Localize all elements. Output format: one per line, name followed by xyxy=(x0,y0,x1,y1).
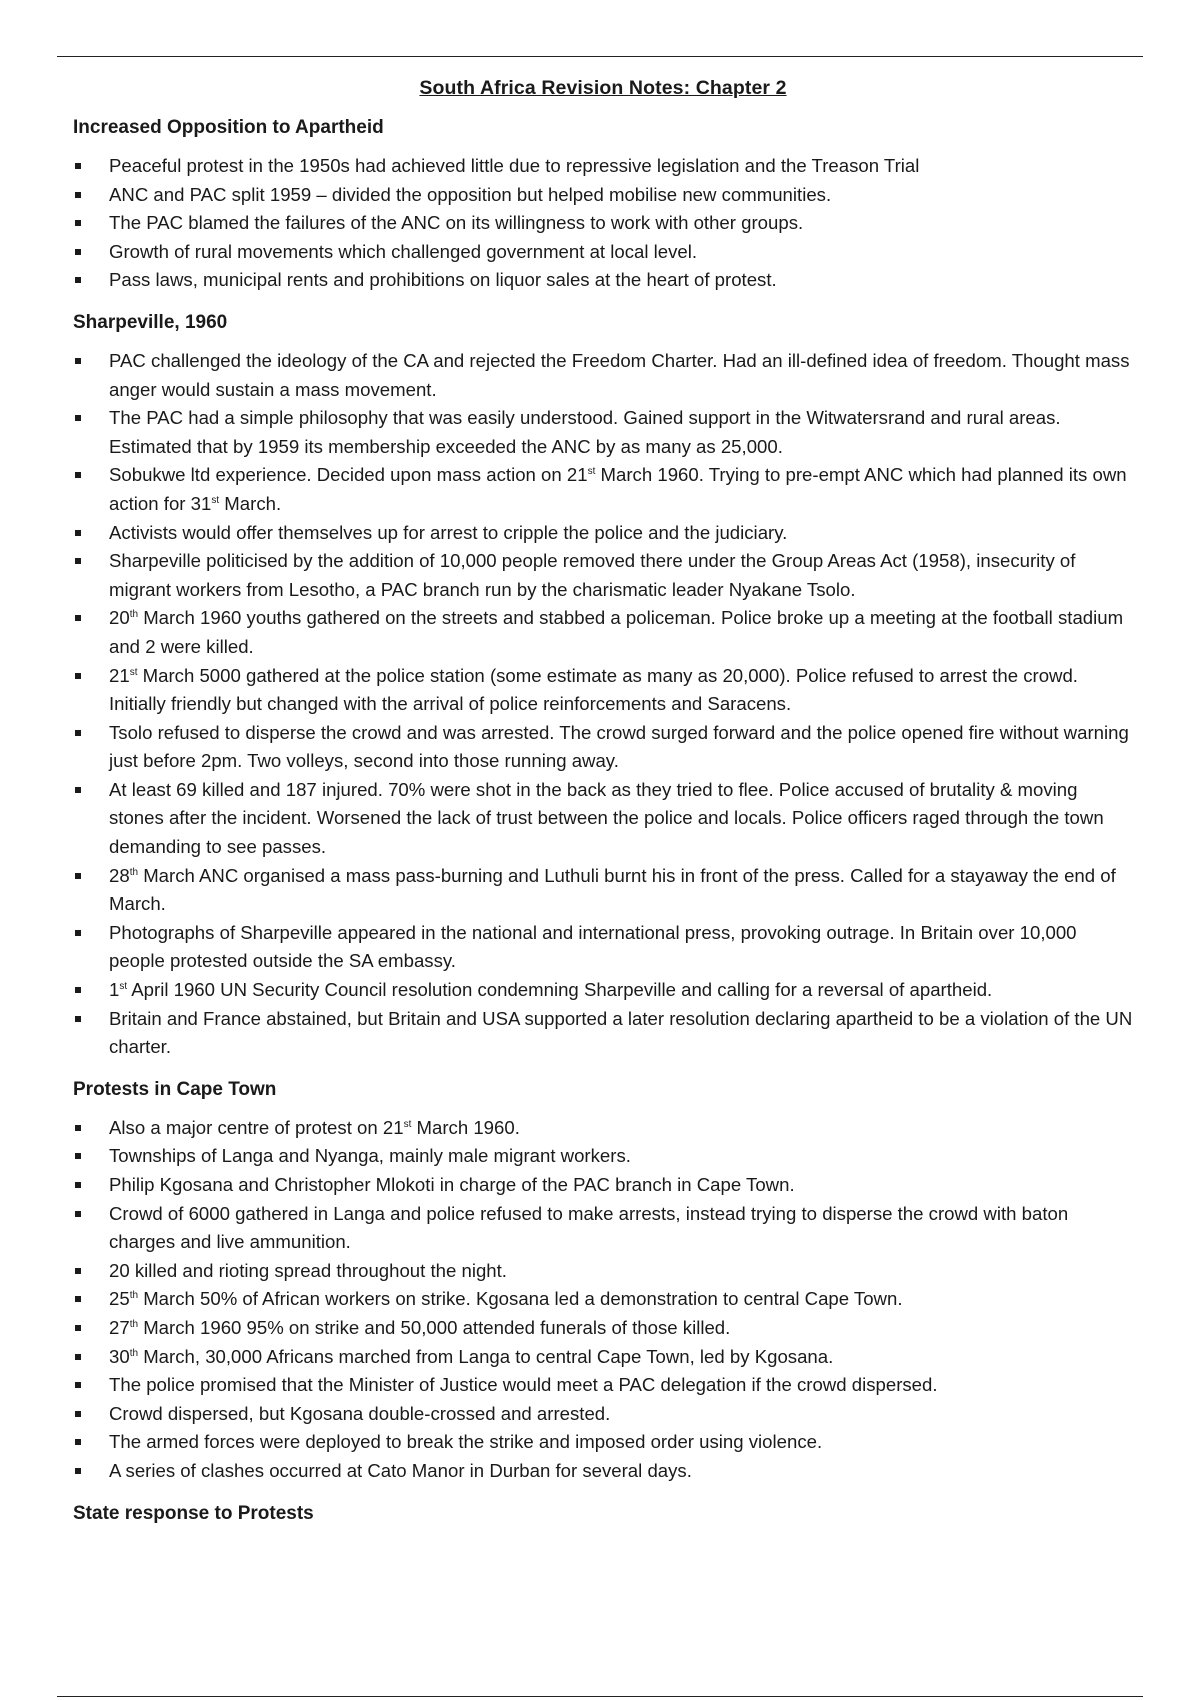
list-item: ANC and PAC split 1959 – divided the opposition but helped mobilise new communities. xyxy=(73,181,1133,210)
list-item: Pass laws, municipal rents and prohibitions on liquor sales at the heart of protest. xyxy=(73,266,1133,295)
list-item: Sharpeville politicised by the addition of 10,000 people removed there under the Group Areas Act (1958), insecurity of migrant workers from Lesotho, a PAC branch run by the charismatic leader Nyakane Tsolo. xyxy=(73,547,1133,604)
page-top-rule xyxy=(57,56,1143,57)
ordinal-suffix: th xyxy=(129,1347,139,1359)
ordinal-suffix: th xyxy=(129,609,139,621)
document-title: South Africa Revision Notes: Chapter 2 xyxy=(419,77,787,99)
list-item-text: March 1960. Trying to pre-empt ANC which had planned its own action for 31 xyxy=(109,464,1127,514)
list-item xyxy=(73,976,1133,1005)
list-item xyxy=(73,662,1133,719)
list-item-text: March 50% of African workers on strike. Kgosana led a demonstration to central Cape Town. xyxy=(138,1288,903,1310)
ordinal-suffix: st xyxy=(129,666,138,678)
ordinal-suffix: st xyxy=(119,981,128,993)
list-item: The PAC blamed the failures of the ANC on its willingness to work with other groups. xyxy=(73,209,1133,238)
list-item: The armed forces were deployed to break the strike and imposed order using violence. xyxy=(73,1428,1133,1457)
list-item-text: March 5000 gathered at the police station (some estimate as many as 20,000). Police refused to arrest the crowd. Initially friendly but changed with the arrival of police reinforcements and Saracens. xyxy=(109,664,1078,715)
list-item-text: Also a major centre of protest on 21 xyxy=(109,1116,404,1138)
list-item-text: April 1960 UN Security Council resolution condemning Sharpeville and calling for a reversal of apartheid. xyxy=(127,979,993,1001)
ordinal-suffix: st xyxy=(211,494,220,506)
list-item-text: 25 xyxy=(109,1288,130,1310)
list-item: A series of clashes occurred at Cato Manor in Durban for several days. xyxy=(73,1457,1133,1486)
list-item: 20 killed and rioting spread throughout the night. xyxy=(73,1257,1133,1286)
ordinal-suffix: st xyxy=(403,1118,412,1130)
list-item xyxy=(73,461,1133,518)
list-item-text: March 1960 95% on strike and 50,000 attended funerals of those killed. xyxy=(138,1316,731,1338)
list-item-text: 28 xyxy=(109,864,130,886)
list-item xyxy=(73,1285,1133,1314)
bullet-list xyxy=(73,1114,1133,1486)
list-item: Growth of rural movements which challenged government at local level. xyxy=(73,238,1133,267)
list-item: The PAC had a simple philosophy that was easily understood. Gained support in the Witwatersrand and rural areas. Estimated that by 1959 its membership exceeded the ANC by as many as 25,000. xyxy=(73,404,1133,461)
list-item: Tsolo refused to disperse the crowd and was arrested. The crowd surged forward and the police opened fire without warning just before 2pm. Two volleys, second into those running away. xyxy=(73,719,1133,776)
list-item-text: 30 xyxy=(109,1345,130,1367)
list-item xyxy=(73,604,1133,661)
ordinal-suffix: th xyxy=(129,1290,139,1302)
list-item: Photographs of Sharpeville appeared in the national and international press, provoking outrage. In Britain over 10,000 people protested outside the SA embassy. xyxy=(73,919,1133,976)
list-item xyxy=(73,862,1133,919)
list-item: Philip Kgosana and Christopher Mlokoti in charge of the PAC branch in Cape Town. xyxy=(73,1171,1133,1200)
list-item: The police promised that the Minister of Justice would meet a PAC delegation if the crowd dispersed. xyxy=(73,1371,1133,1400)
list-item: PAC challenged the ideology of the CA and rejected the Freedom Charter. Had an ill-defined idea of freedom. Thought mass anger would sustain a mass movement. xyxy=(73,347,1133,404)
list-item: Peaceful protest in the 1950s had achieved little due to repressive legislation and the Treason Trial xyxy=(73,152,1133,181)
list-item-text: 1 xyxy=(109,979,120,1001)
bullet-list xyxy=(73,152,1133,295)
bullet-list xyxy=(73,347,1133,1062)
list-item xyxy=(73,1314,1133,1343)
list-item xyxy=(73,1343,1133,1372)
list-item: At least 69 killed and 187 injured. 70% were shot in the back as they tried to flee. Police accused of brutality & moving stones after the incident. Worsened the lack of trust between the police and locals. Police officers raged through the town demanding to see passes. xyxy=(73,776,1133,862)
list-item: Townships of Langa and Nyanga, mainly male migrant workers. xyxy=(73,1142,1133,1171)
list-item: Crowd of 6000 gathered in Langa and police refused to make arrests, instead trying to disperse the crowd with baton charges and live ammunition. xyxy=(73,1200,1133,1257)
section-heading: Protests in Cape Town xyxy=(73,1078,277,1100)
section-heading: Sharpeville, 1960 xyxy=(73,311,228,333)
list-item-text: 21 xyxy=(109,664,130,686)
list-item-text: March 1960. xyxy=(411,1116,520,1138)
ordinal-suffix: th xyxy=(129,1318,139,1330)
list-item xyxy=(73,1114,1133,1143)
list-item-text: 27 xyxy=(109,1316,130,1338)
section-heading: State response to Protests xyxy=(73,1502,314,1524)
ordinal-suffix: th xyxy=(129,866,139,878)
list-item-text: March ANC organised a mass pass-burning and Luthuli burnt his in front of the press. Called for a stayaway the end of March. xyxy=(109,864,1116,915)
page-bottom-rule xyxy=(57,1696,1143,1697)
list-item: Britain and France abstained, but Britain and USA supported a later resolution declaring apartheid to be a violation of the UN charter. xyxy=(73,1005,1133,1062)
list-item-text: March 1960 youths gathered on the streets and stabbed a policeman. Police broke up a meeting at the football stadium and 2 were killed. xyxy=(109,607,1124,657)
list-item-text: March. xyxy=(219,492,282,514)
document-page xyxy=(73,68,1133,1538)
list-item-text: 20 xyxy=(109,607,130,629)
list-item-text: Sobukwe ltd experience. Decided upon mass action on 21 xyxy=(109,464,588,486)
ordinal-suffix: st xyxy=(587,466,596,478)
list-item: Activists would offer themselves up for arrest to cripple the police and the judiciary. xyxy=(73,519,1133,548)
section-heading: Increased Opposition to Apartheid xyxy=(73,117,384,138)
list-item-text: March, 30,000 Africans marched from Langa to central Cape Town, led by Kgosana. xyxy=(138,1345,834,1367)
list-item: Crowd dispersed, but Kgosana double-crossed and arrested. xyxy=(73,1400,1133,1429)
